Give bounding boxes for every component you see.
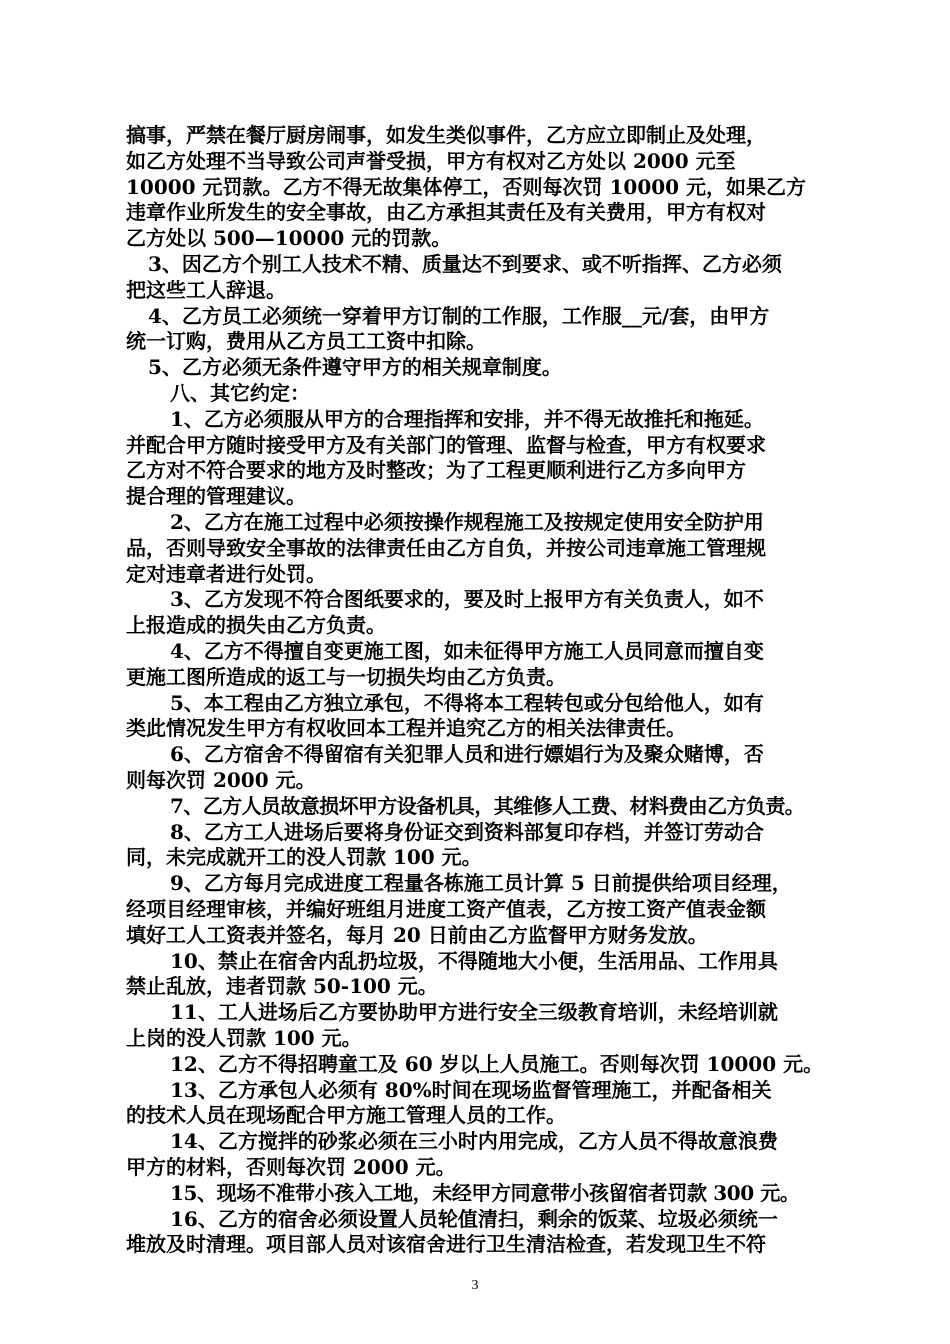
text-line: 经项目经理审核，并编好班组月进度工资产值表，乙方按工资产值表金额	[126, 897, 766, 921]
text-line: 5、乙方必须无条件遵守甲方的相关规章制度。	[148, 355, 562, 380]
text-line: 把这些工人辞退。	[126, 277, 286, 302]
text-line: 13、乙方承包人必须有 80%时间在现场监督管理施工，并配备相关	[170, 1077, 772, 1102]
text-line: 11、工人进场后乙方要协助甲方进行安全三级教育培训，未经培训就	[170, 1000, 778, 1025]
text-line: 3、乙方发现不符合图纸要求的，要及时上报甲方有关负责人，如不	[170, 587, 764, 612]
text-line: 1、乙方必须服从甲方的合理指挥和安排，并不得无故推托和拖延。	[170, 406, 764, 431]
text-line: 4、乙方不得擅自变更施工图，如未征得甲方施工人员同意而擅自变	[170, 639, 764, 663]
text-line: 类此情况发生甲方有权收回本工程并追究乙方的相关法律责任。	[126, 716, 686, 741]
page-number: 3	[471, 1278, 479, 1294]
text-line: 乙方对不符合要求的地方及时整改；为了工程更顺利进行乙方多向甲方	[126, 458, 746, 483]
text-line: 2、乙方在施工过程中必须按操作规程施工及按规定使用安全防护用	[170, 510, 764, 534]
text-line: 更施工图所造成的返工与一切损失均由乙方负责。	[126, 664, 566, 689]
text-line: 甲方的材料，否则每次罚 2000 元。	[126, 1155, 456, 1179]
text-line: 定对违章者进行处罚。	[126, 561, 326, 586]
text-line: 品，否则导致安全事故的法律责任由乙方自负，并按公司违章施工管理规	[126, 535, 766, 560]
text-line: 乙方处以 500—10000 元的罚款。	[126, 226, 452, 251]
text-line: 提合理的管理建议。	[126, 484, 306, 509]
text-line: 并配合甲方随时接受甲方及有关部门的管理、监督与检查，甲方有权要求	[126, 432, 766, 457]
text-line: 3、因乙方个别工人技术不精、质量达不到要求、或不听指挥、乙方必须	[148, 252, 782, 276]
text-line: 禁止乱放，违者罚款 50-100 元。	[126, 974, 438, 999]
text-line: 9、乙方每月完成进度工程量各栋施工员计算 5 日前提供给项目经理，	[170, 871, 792, 896]
text-line: 6、乙方宿舍不得留宿有关犯罪人员和进行嫖娼行为及聚众赌博，否	[170, 742, 764, 767]
text-line: 同，未完成就开工的没人罚款 100 元。	[126, 845, 482, 870]
text-line: 堆放及时清理。项目部人员对该宿舍进行卫生清洁检查，若发现卫生不符	[126, 1232, 766, 1257]
text-line: 4、乙方员工必须统一穿着甲方订制的工作服，工作服__元/套，由甲方	[148, 303, 770, 328]
text-line: 搞事，严禁在餐厅厨房闹事，如发生类似事件，乙方应立即制止及处理，	[126, 123, 766, 147]
text-line: 上报造成的损失由乙方负责。	[126, 613, 386, 638]
text-line: 7、乙方人员故意损坏甲方设备机具，其维修人工费、材料费由乙方负责。	[170, 793, 805, 818]
text-line: 8、乙方工人进场后要将身份证交到资料部复印存档，并签订劳动合	[170, 819, 764, 844]
text-line: 14、乙方搅拌的砂浆必须在三小时内用完成，乙方人员不得故意浪费	[170, 1129, 778, 1154]
text-line: 统一订购，费用从乙方员工工资中扣除。	[126, 329, 486, 354]
text-line: 12、乙方不得招聘童工及 60 岁以上人员施工。否则每次罚 10000 元。	[170, 1051, 824, 1076]
text-line: 违章作业所发生的安全事故，由乙方承担其责任及有关费用，甲方有权对	[126, 200, 766, 225]
text-line: 10000 元罚款。乙方不得无故集体停工，否则每次罚 10000 元，如果乙方	[126, 174, 807, 199]
text-line: 的技术人员在现场配合甲方施工管理人员的工作。	[126, 1103, 566, 1128]
text-line: 5、本工程由乙方独立承包，不得将本工程转包或分包给他人，如有	[170, 690, 764, 715]
text-line: 15、现场不准带小孩入工地，未经甲方同意带小孩留宿者罚款 300 元。	[170, 1180, 800, 1205]
text-line: 则每次罚 2000 元。	[126, 768, 316, 792]
text-line: 10、禁止在宿舍内乱扔垃圾，不得随地大小便，生活用品、工作用具	[170, 948, 778, 973]
text-line: 16、乙方的宿舍必须设置人员轮值清扫，剩余的饭菜、垃圾必须统一	[170, 1206, 778, 1231]
text-line: 如乙方处理不当导致公司声誉受损，甲方有权对乙方处以 2000 元至	[126, 148, 736, 173]
section-heading: 八、其它约定：	[170, 381, 310, 405]
text-line: 填好工人工资表并签名，每月 20 日前由乙方监督甲方财务发放。	[126, 922, 708, 947]
text-line: 上岗的没人罚款 100 元。	[126, 1026, 362, 1050]
